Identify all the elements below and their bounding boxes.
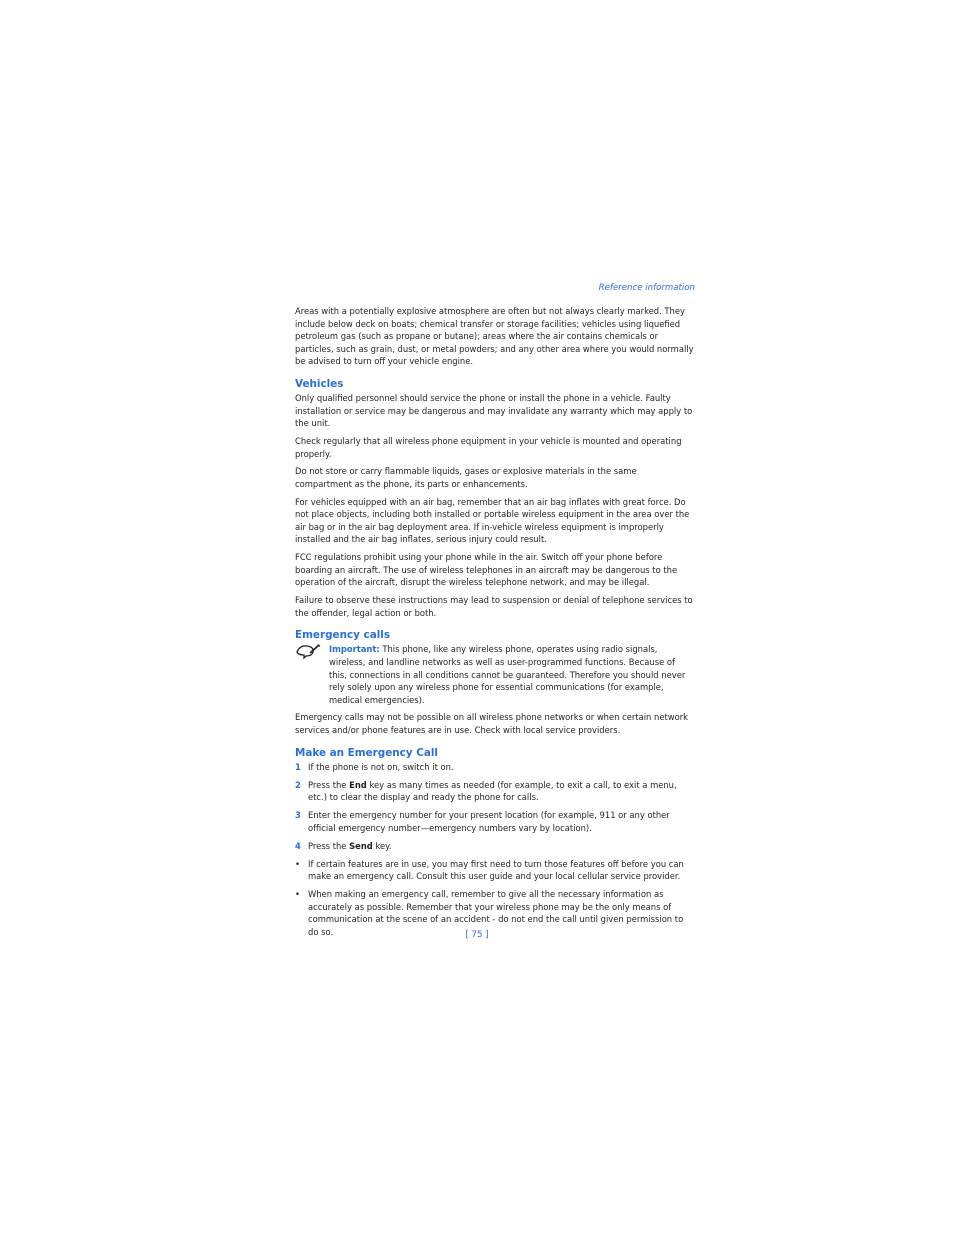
step-text: [308, 779, 695, 804]
emergency-paragraph: Emergency calls may not be possible on all wireless phone networks or when certain network services and/or phone features are in use. Check with local service providers.: [295, 712, 689, 735]
page-content: [295, 283, 695, 944]
step-text-post: key.: [372, 840, 392, 851]
bullet-icon: •: [295, 858, 300, 869]
section-heading-vehicles: Vehicles: [295, 377, 344, 390]
important-note: [295, 643, 695, 706]
vehicles-paragraph: Check regularly that all wireless phone equipment in your vehicle is mounted and operating properly.: [295, 435, 682, 459]
section-heading-emergency-calls: Emergency calls: [295, 629, 391, 642]
step-number: 2: [295, 779, 301, 790]
page-number: [ 75 ]: [465, 930, 489, 940]
key-name: Send: [349, 840, 373, 851]
step-item: [295, 840, 695, 853]
vehicles-paragraph: For vehicles equipped with an air bag, remember that an air bag inflates with great force. Do not place objects, including both installed or portable wireless equipment in the area over the air bag or in the air bag deployment area. If in-vehicle wireless equipment is improperly installed and the air bag inflates, serious injury could result.: [295, 496, 690, 545]
step-text-post: key as many times as needed (for example, to exit a call, to exit a menu, etc.) to clear the display and ready the phone for calls.: [308, 779, 677, 803]
vehicles-paragraph: Do not store or carry flammable liquids, gases or explosive materials in the same compartment as the phone, its parts or enhancements.: [295, 466, 637, 489]
step-number: 3: [295, 810, 301, 821]
bullet-icon: •: [295, 889, 300, 900]
step-item: [295, 779, 695, 804]
pen-note-icon: [295, 643, 329, 663]
note-text: [329, 643, 695, 706]
vehicles-paragraph: FCC regulations prohibit using your phone while in the air. Switch off your phone before boarding an aircraft. The use of wireless telephones in an aircraft may be dangerous to the operation of the aircraft, disrupt the wireless telephone network, and may be illegal.: [295, 552, 678, 588]
intro-paragraph: Areas with a potentially explosive atmosphere are often but not always clearly marked. They include below deck on boats; chemical transfer or storage facilities; vehicles using liquefied petroleum gas (such as propane or butane); areas where the air contains chemicals or particles, such as grain, dust, or metal powders; and any other area where you would normally be advised to turn off your vehicle engine.: [295, 306, 694, 367]
note-body: This phone, like any wireless phone, operates using radio signals, wireless, and landline networks as well as user-programmed functions. Because of this, connections in all conditions cannot be guaranteed. Therefore you should never rely solely upon any wireless phone for essential communications (for example, medical emergencies).: [329, 644, 686, 705]
step-number: 1: [295, 761, 301, 772]
key-name: End: [349, 779, 367, 790]
bullet-text: If certain features are in use, you may first need to turn those features off before you can make an emergency call. Consult this user guide and your local cellular service provider.: [308, 858, 684, 882]
step-item: [295, 761, 695, 774]
bullet-item: [295, 858, 695, 883]
step-text-pre: Press the: [308, 779, 350, 790]
bullet-text: When making an emergency call, remember to give all the necessary information as accurately as possible. Remember that your wireless phone may be the only means of communication at the scene of an accident - do not end the call until given permission to do so.: [308, 889, 684, 938]
step-text-pre: Press the: [308, 840, 350, 851]
note-label: Important:: [329, 644, 380, 655]
vehicles-paragraph: Only qualified personnel should service the phone or install the phone in a vehicle. Faulty installation or service may be dangerous and may invalidate any warranty which may apply to the unit.: [295, 392, 693, 429]
step-text: If the phone is not on, switch it on.: [308, 761, 454, 772]
running-header: Reference information: [598, 283, 695, 293]
step-text: [308, 840, 695, 853]
step-text: Enter the emergency number for your present location (for example, 911 or any other official emergency number—emergency numbers vary by location).: [308, 810, 670, 833]
vehicles-paragraph: Failure to observe these instructions may lead to suspension or denial of telephone services to the offender, legal action or both.: [295, 595, 693, 618]
section-heading-make-call: Make an Emergency Call: [295, 746, 438, 759]
step-number: 4: [295, 840, 301, 851]
step-item: [295, 809, 695, 834]
